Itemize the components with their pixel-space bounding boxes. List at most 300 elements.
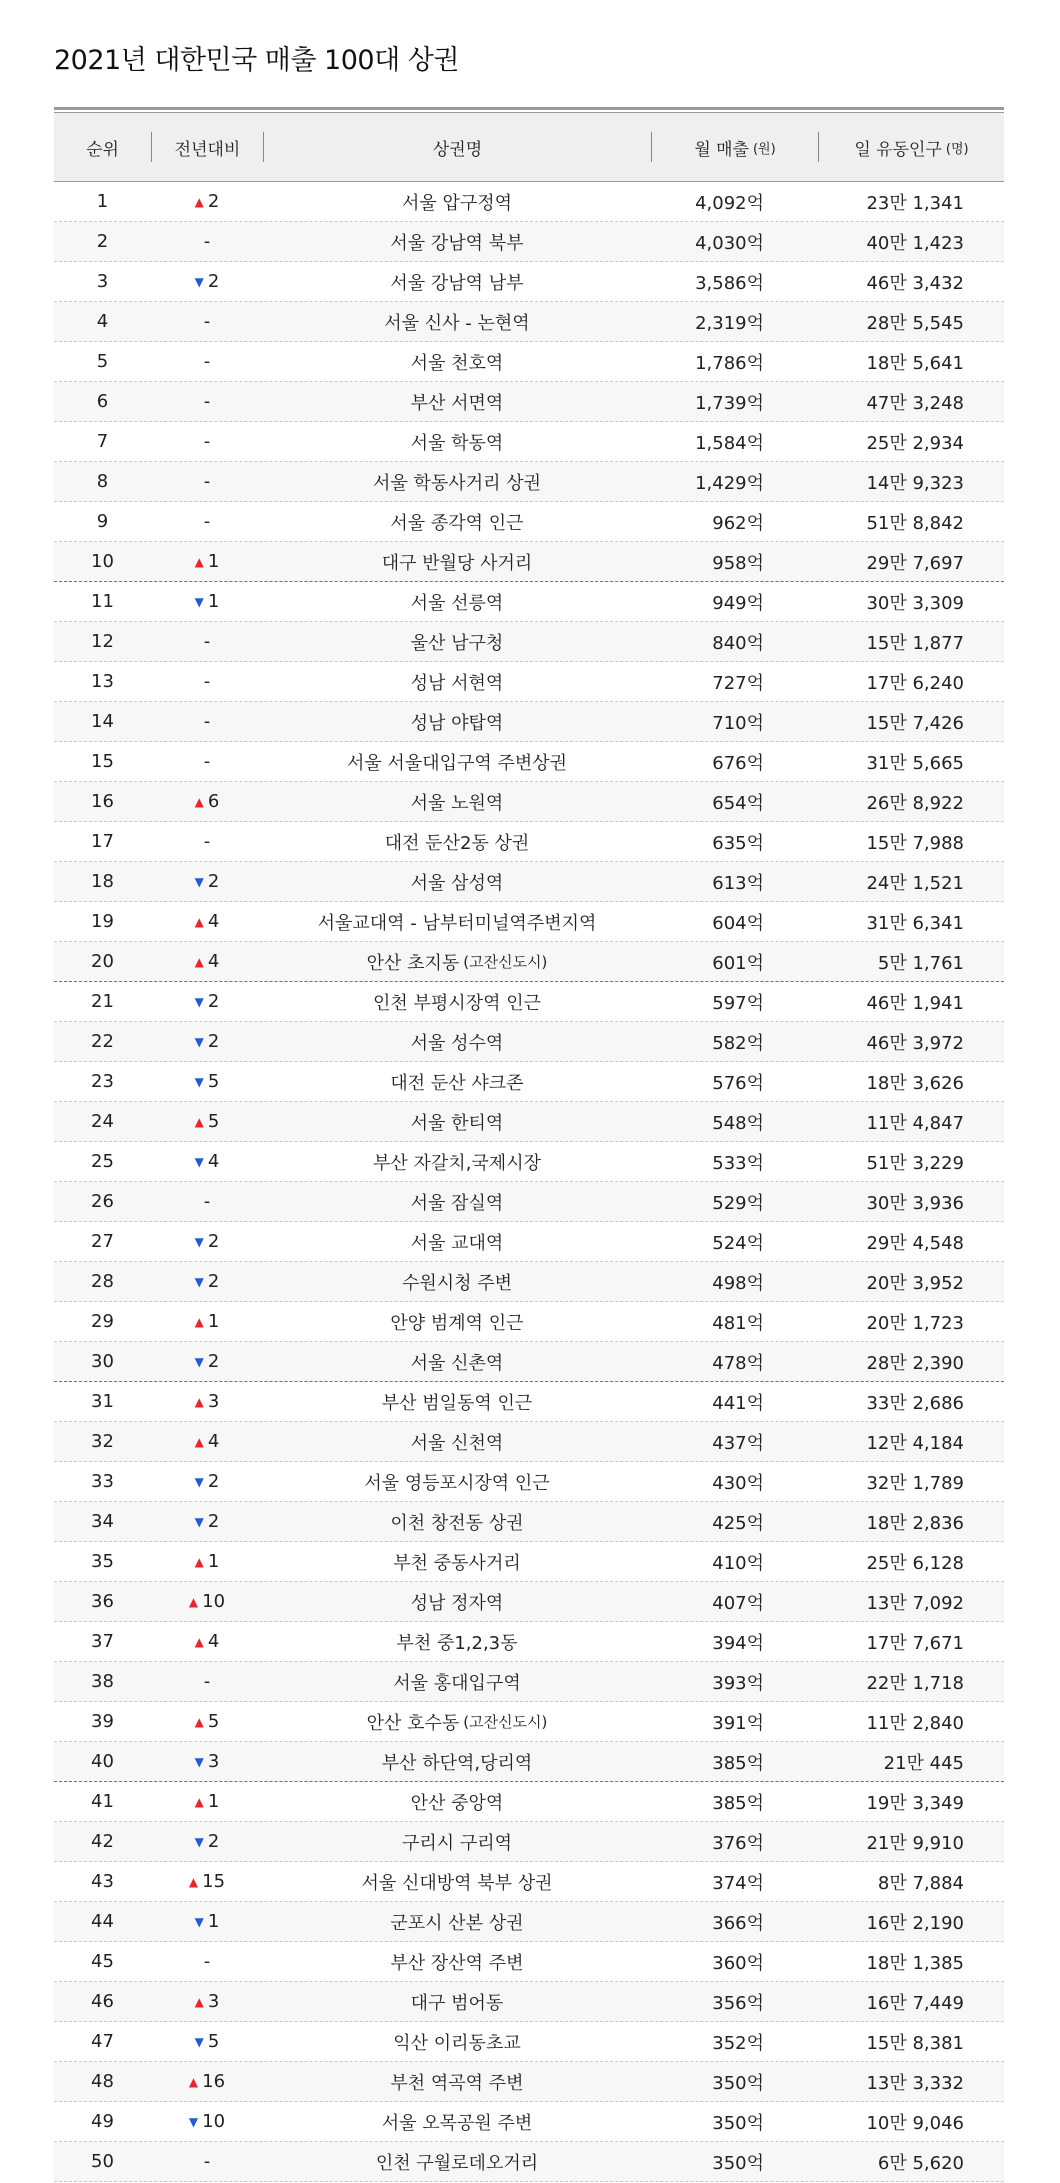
change-value: 2 <box>207 1831 220 1852</box>
district-name: 서울 삼성역 <box>410 872 504 894</box>
change-value: - <box>203 511 211 532</box>
change-cell <box>151 1671 263 1692</box>
table-row <box>54 542 1004 582</box>
monthly-sales-cell: 407억 <box>712 1592 764 1614</box>
monthly-sales-cell: 1,584억 <box>695 432 764 454</box>
change-value: 3 <box>207 1391 220 1412</box>
district-name: 서울 신대방역 북부 상권 <box>361 1872 553 1894</box>
change-cell <box>151 1631 263 1652</box>
change-value: 3 <box>207 1991 220 2012</box>
district-name-cell <box>263 589 651 615</box>
district-name-cell <box>263 2069 651 2095</box>
table-row <box>54 1782 1004 1822</box>
district-name: 안산 호수동 <box>366 1712 460 1734</box>
change-cell <box>151 1831 263 1852</box>
monthly-sales-cell: 533억 <box>712 1152 764 1174</box>
monthly-sales-cell: 529억 <box>712 1192 764 1214</box>
change-value: 1 <box>207 1911 220 1932</box>
table-row <box>54 462 1004 502</box>
change-cell <box>151 1911 263 1932</box>
table-row <box>54 1382 1004 1422</box>
table-row <box>54 2102 1004 2142</box>
change-value: 16 <box>202 2071 226 2092</box>
rank-cell: 14 <box>91 711 114 732</box>
change-cell <box>151 1031 263 1052</box>
daily-population-cell: 20만 1,723 <box>866 1312 964 1334</box>
table-row <box>54 1702 1004 1742</box>
monthly-sales-cell: 410억 <box>712 1552 764 1574</box>
table-row <box>54 1502 1004 1542</box>
change-value: - <box>203 1951 211 1972</box>
district-name-cell <box>263 869 651 895</box>
rank-cell: 32 <box>91 1431 114 1452</box>
rank-cell: 39 <box>91 1711 114 1732</box>
rank-cell: 37 <box>91 1631 114 1652</box>
change-cell <box>151 2071 263 2092</box>
district-name-cell <box>263 1149 651 1175</box>
daily-population-cell: 29만 7,697 <box>866 552 964 574</box>
district-name: 군포시 산본 상권 <box>390 1912 524 1934</box>
monthly-sales-cell: 394억 <box>712 1632 764 1654</box>
district-name-cell <box>263 629 651 655</box>
change-value: 10 <box>202 1591 226 1612</box>
down-arrow-icon: ▼ <box>194 1914 204 1929</box>
rank-cell: 1 <box>96 191 109 212</box>
change-value: 4 <box>207 951 220 972</box>
daily-population-cell: 15만 1,877 <box>866 632 964 654</box>
monthly-sales-cell: 524억 <box>712 1232 764 1254</box>
table-row <box>54 1182 1004 1222</box>
monthly-sales-cell: 635억 <box>712 832 764 854</box>
monthly-sales-cell: 425억 <box>712 1512 764 1534</box>
change-cell <box>151 1431 263 1452</box>
rank-cell: 8 <box>96 471 109 492</box>
change-cell <box>151 1191 263 1212</box>
rank-cell: 9 <box>96 511 109 532</box>
district-name-cell <box>263 1549 651 1575</box>
change-value: 4 <box>207 1431 220 1452</box>
daily-population-cell: 25만 6,128 <box>866 1552 964 1574</box>
table-row <box>54 662 1004 702</box>
monthly-sales-cell: 481억 <box>712 1312 764 1334</box>
up-arrow-icon: ▲ <box>194 1394 204 1409</box>
table-row <box>54 1902 1004 1942</box>
change-value: - <box>203 431 211 452</box>
district-name-cell <box>263 2109 651 2135</box>
change-value: - <box>203 231 211 252</box>
table-row <box>54 1462 1004 1502</box>
change-value: 4 <box>207 1631 220 1652</box>
table-row <box>54 1102 1004 1142</box>
district-name: 서울 오목공원 주변 <box>381 2112 533 2134</box>
change-cell <box>151 2031 263 2052</box>
change-value: 2 <box>207 191 220 212</box>
change-value: 5 <box>207 1111 220 1132</box>
down-arrow-icon: ▼ <box>194 1514 204 1529</box>
monthly-sales-cell: 478억 <box>712 1352 764 1374</box>
district-name: 부산 장산역 주변 <box>390 1952 524 1974</box>
up-arrow-icon: ▲ <box>188 1594 199 1609</box>
change-cell <box>151 271 263 292</box>
change-cell <box>151 1951 263 1972</box>
daily-population-cell: 15만 7,988 <box>866 832 964 854</box>
rank-cell: 2 <box>96 231 109 252</box>
change-value: 10 <box>202 2111 226 2132</box>
daily-population-cell: 31만 6,341 <box>866 912 964 934</box>
daily-population-cell: 17만 6,240 <box>866 672 964 694</box>
district-name: 서울 한티역 <box>410 1112 504 1134</box>
district-name: 이천 창전동 상권 <box>390 1512 524 1534</box>
daily-population-cell: 14만 9,323 <box>866 472 964 494</box>
table-row <box>54 182 1004 222</box>
monthly-sales-cell: 710억 <box>712 712 764 734</box>
monthly-sales-cell: 374억 <box>712 1872 764 1894</box>
down-arrow-icon: ▼ <box>194 1274 204 1289</box>
district-name-cell <box>263 789 651 815</box>
rank-cell: 6 <box>96 391 109 412</box>
change-cell <box>151 1391 263 1412</box>
change-cell <box>151 1511 263 1532</box>
up-arrow-icon: ▲ <box>194 1314 204 1329</box>
change-value: 5 <box>207 1711 220 1732</box>
monthly-sales-cell: 360억 <box>712 1952 764 1974</box>
table-row <box>54 2022 1004 2062</box>
district-name: 성남 정자역 <box>410 1592 504 1614</box>
district-note: (고잔신도시) <box>463 1713 548 1731</box>
district-name: 성남 서현역 <box>410 672 504 694</box>
daily-population-cell: 31만 5,665 <box>866 752 964 774</box>
rank-cell: 42 <box>91 1831 114 1852</box>
rank-cell: 50 <box>91 2151 114 2172</box>
district-name: 서울 신사 - 논현역 <box>384 312 530 334</box>
district-name: 부산 서면역 <box>410 392 504 414</box>
monthly-sales-cell: 498억 <box>712 1272 764 1294</box>
change-value: 2 <box>207 271 220 292</box>
daily-population-cell: 32만 1,789 <box>866 1472 964 1494</box>
daily-population-cell: 18만 3,626 <box>866 1072 964 1094</box>
table-row <box>54 1342 1004 1382</box>
change-cell <box>151 351 263 372</box>
rank-cell: 21 <box>91 991 114 1012</box>
change-value: 2 <box>207 1511 220 1532</box>
table-row <box>54 382 1004 422</box>
change-cell <box>151 671 263 692</box>
district-name: 서울 홍대입구역 <box>393 1672 521 1694</box>
daily-population-cell: 30만 3,309 <box>866 592 964 614</box>
monthly-sales-cell: 437억 <box>712 1432 764 1454</box>
daily-population-cell: 11만 2,840 <box>866 1712 964 1734</box>
district-name: 안산 초지동 <box>366 952 460 974</box>
rank-cell: 49 <box>91 2111 114 2132</box>
header-name <box>263 132 651 162</box>
monthly-sales-cell: 676억 <box>712 752 764 774</box>
table-row <box>54 1542 1004 1582</box>
up-arrow-icon: ▲ <box>194 1794 204 1809</box>
daily-population-cell: 47만 3,248 <box>866 392 964 414</box>
change-cell <box>151 631 263 652</box>
change-value: - <box>203 471 211 492</box>
table-row <box>54 742 1004 782</box>
daily-population-cell: 16만 2,190 <box>866 1912 964 1934</box>
rank-cell: 45 <box>91 1951 114 1972</box>
district-name-cell <box>263 669 651 695</box>
down-arrow-icon: ▼ <box>194 1034 204 1049</box>
district-name-cell <box>263 1429 651 1455</box>
district-name: 부산 하단역,당리역 <box>381 1752 533 1774</box>
daily-population-cell: 28만 2,390 <box>866 1352 964 1374</box>
district-name: 대구 범어동 <box>410 1992 504 2014</box>
table-row <box>54 1582 1004 1622</box>
up-arrow-icon: ▲ <box>194 1554 204 1569</box>
change-cell <box>151 1871 263 1892</box>
change-cell <box>151 1751 263 1772</box>
change-value: 5 <box>207 2031 220 2052</box>
daily-population-cell: 46만 3,972 <box>866 1032 964 1054</box>
change-cell <box>151 831 263 852</box>
table-row <box>54 1062 1004 1102</box>
header-population <box>818 132 1004 162</box>
table-row <box>54 1422 1004 1462</box>
rank-cell: 4 <box>96 311 109 332</box>
table-row <box>54 1622 1004 1662</box>
district-name-cell <box>263 989 651 1015</box>
monthly-sales-cell: 385억 <box>712 1792 764 1814</box>
up-arrow-icon: ▲ <box>194 194 204 209</box>
change-cell <box>151 751 263 772</box>
rank-cell: 34 <box>91 1511 114 1532</box>
header-change <box>151 132 263 162</box>
district-name: 울산 남구청 <box>410 632 504 654</box>
table-row <box>54 502 1004 542</box>
table-row <box>54 342 1004 382</box>
district-name-cell <box>263 749 651 775</box>
district-name: 익산 이리동초교 <box>393 2032 521 2054</box>
table-row <box>54 1942 1004 1982</box>
rank-cell: 22 <box>91 1031 114 1052</box>
change-cell <box>151 1711 263 1732</box>
district-name-cell <box>263 2149 651 2175</box>
table-row <box>54 1822 1004 1862</box>
change-value: 2 <box>207 1471 220 1492</box>
up-arrow-icon: ▲ <box>194 954 204 969</box>
district-name: 구리시 구리역 <box>401 1832 513 1854</box>
district-name: 부천 역곡역 주변 <box>390 2072 524 2094</box>
district-name-cell <box>263 1669 651 1695</box>
monthly-sales-cell: 391억 <box>712 1712 764 1734</box>
table-row <box>54 942 1004 982</box>
district-name-cell <box>263 1629 651 1655</box>
rank-cell: 7 <box>96 431 109 452</box>
up-arrow-icon: ▲ <box>188 1874 199 1889</box>
rank-cell: 36 <box>91 1591 114 1612</box>
daily-population-cell: 20만 3,952 <box>866 1272 964 1294</box>
daily-population-cell: 6만 5,620 <box>877 2152 964 2174</box>
monthly-sales-cell: 1,739억 <box>695 392 764 414</box>
rank-cell: 16 <box>91 791 114 812</box>
district-name: 서울 강남역 남부 <box>390 272 524 294</box>
down-arrow-icon: ▼ <box>194 274 204 289</box>
table-row <box>54 2062 1004 2102</box>
table-row <box>54 2142 1004 2182</box>
change-cell <box>151 311 263 332</box>
header-rank-label: 순위 <box>86 139 119 160</box>
district-name-cell <box>263 829 651 855</box>
district-name-cell <box>263 1389 651 1415</box>
daily-population-cell: 46만 3,432 <box>866 272 964 294</box>
district-name-cell <box>263 1589 651 1615</box>
district-name: 서울 신천역 <box>410 1432 504 1454</box>
rank-cell: 11 <box>91 591 114 612</box>
district-name: 서울 강남역 북부 <box>390 232 524 254</box>
down-arrow-icon: ▼ <box>194 1354 204 1369</box>
down-arrow-icon: ▼ <box>194 1834 204 1849</box>
district-name-cell <box>263 1469 651 1495</box>
district-name: 서울 잠실역 <box>410 1192 504 1214</box>
rank-cell: 29 <box>91 1311 114 1332</box>
daily-population-cell: 18만 2,836 <box>866 1512 964 1534</box>
district-name: 서울 교대역 <box>410 1232 504 1254</box>
monthly-sales-cell: 601억 <box>712 952 764 974</box>
header-name-label: 상권명 <box>432 139 483 160</box>
district-name: 안산 중앙역 <box>410 1792 504 1814</box>
daily-population-cell: 19만 3,349 <box>866 1792 964 1814</box>
table-row <box>54 1222 1004 1262</box>
rank-cell: 38 <box>91 1671 114 1692</box>
change-value: - <box>203 831 211 852</box>
header-population-unit: (명) <box>945 141 969 157</box>
change-cell <box>151 591 263 612</box>
change-value: - <box>203 1191 211 1212</box>
district-name: 부산 자갈치,국제시장 <box>373 1152 541 1174</box>
daily-population-cell: 29만 4,548 <box>866 1232 964 1254</box>
change-value: - <box>203 391 211 412</box>
district-name-cell <box>263 1189 651 1215</box>
monthly-sales-cell: 582억 <box>712 1032 764 1054</box>
rank-cell: 24 <box>91 1111 114 1132</box>
monthly-sales-cell: 958억 <box>712 552 764 574</box>
district-name: 대구 반월당 사거리 <box>381 552 533 574</box>
daily-population-cell: 5만 1,761 <box>877 952 964 974</box>
rank-cell: 12 <box>91 631 114 652</box>
district-name-cell <box>263 269 651 295</box>
change-cell <box>151 1351 263 1372</box>
district-name-cell <box>263 1269 651 1295</box>
daily-population-cell: 17만 7,671 <box>866 1632 964 1654</box>
down-arrow-icon: ▼ <box>194 1474 204 1489</box>
monthly-sales-cell: 352억 <box>712 2032 764 2054</box>
monthly-sales-cell: 2,319억 <box>695 312 764 334</box>
monthly-sales-cell: 548억 <box>712 1112 764 1134</box>
rank-cell: 41 <box>91 1791 114 1812</box>
district-name: 안양 범계역 인근 <box>390 1312 524 1334</box>
change-cell <box>151 1791 263 1812</box>
up-arrow-icon: ▲ <box>194 1714 204 1729</box>
rank-cell: 25 <box>91 1151 114 1172</box>
monthly-sales-cell: 393억 <box>712 1672 764 1694</box>
change-value: 1 <box>207 591 220 612</box>
district-name: 수원시청 주변 <box>401 1272 513 1294</box>
change-value: - <box>203 1671 211 1692</box>
district-name-cell <box>263 1829 651 1855</box>
district-name-cell <box>263 1349 651 1375</box>
table-row <box>54 1662 1004 1702</box>
district-name: 서울 노원역 <box>410 792 504 814</box>
change-cell <box>151 431 263 452</box>
monthly-sales-cell: 430억 <box>712 1472 764 1494</box>
monthly-sales-cell: 3,586억 <box>695 272 764 294</box>
change-value: 2 <box>207 1031 220 1052</box>
district-name-cell <box>263 949 651 975</box>
change-cell <box>151 2111 263 2132</box>
table-row <box>54 862 1004 902</box>
monthly-sales-cell: 962억 <box>712 512 764 534</box>
header-sales-label: 월 매출 <box>694 139 749 160</box>
table-header <box>54 113 1004 182</box>
change-value: - <box>203 671 211 692</box>
district-name-cell <box>263 1749 651 1775</box>
monthly-sales-cell: 350억 <box>712 2152 764 2174</box>
change-value: 2 <box>207 991 220 1012</box>
district-name: 서울 성수역 <box>410 1032 504 1054</box>
district-name-cell <box>263 549 651 575</box>
district-name-cell <box>263 189 651 215</box>
rank-cell: 27 <box>91 1231 114 1252</box>
change-value: 2 <box>207 871 220 892</box>
rank-cell: 46 <box>91 1991 114 2012</box>
change-value: - <box>203 351 211 372</box>
rank-cell: 17 <box>91 831 114 852</box>
change-value: - <box>203 751 211 772</box>
rank-cell: 23 <box>91 1071 114 1092</box>
daily-population-cell: 22만 1,718 <box>866 1672 964 1694</box>
header-sales <box>651 132 818 162</box>
rank-cell: 44 <box>91 1911 114 1932</box>
district-name-cell <box>263 1229 651 1255</box>
change-value: 1 <box>207 1791 220 1812</box>
table-row <box>54 422 1004 462</box>
change-cell <box>151 471 263 492</box>
rank-cell: 19 <box>91 911 114 932</box>
district-name-cell <box>263 1509 651 1535</box>
table-row <box>54 902 1004 942</box>
table-row <box>54 982 1004 1022</box>
change-cell <box>151 1071 263 1092</box>
change-cell <box>151 1471 263 1492</box>
district-name: 서울 학동사거리 상권 <box>373 472 541 494</box>
page-title: 2021년 대한민국 매출 100대 상권 <box>54 45 459 76</box>
daily-population-cell: 21만 445 <box>883 1752 964 1774</box>
rank-cell: 15 <box>91 751 114 772</box>
daily-population-cell: 33만 2,686 <box>866 1392 964 1414</box>
rank-cell: 18 <box>91 871 114 892</box>
change-value: 5 <box>207 1071 220 1092</box>
daily-population-cell: 25만 2,934 <box>866 432 964 454</box>
change-cell <box>151 1591 263 1612</box>
table-row <box>54 222 1004 262</box>
ranking-table <box>54 107 1004 2182</box>
daily-population-cell: 18만 5,641 <box>866 352 964 374</box>
table-body <box>54 182 1004 2182</box>
rank-cell: 20 <box>91 951 114 972</box>
table-row <box>54 822 1004 862</box>
district-name-cell <box>263 1709 651 1735</box>
down-arrow-icon: ▼ <box>188 2114 199 2129</box>
district-name: 서울 신촌역 <box>410 1352 504 1374</box>
rank-cell: 48 <box>91 2071 114 2092</box>
district-name-cell <box>263 389 651 415</box>
change-cell <box>151 951 263 972</box>
district-name-cell <box>263 429 651 455</box>
